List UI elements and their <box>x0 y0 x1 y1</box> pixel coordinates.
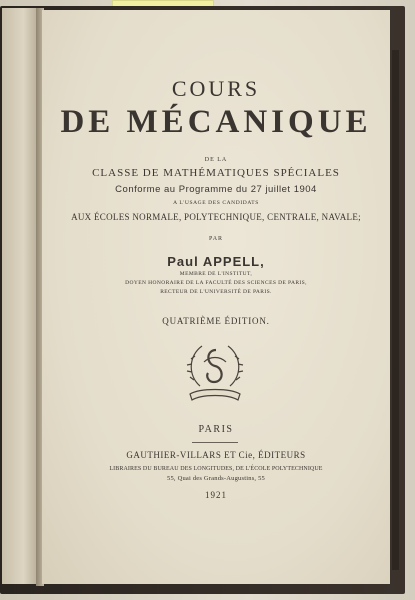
author-credential-3: RECTEUR DE L'UNIVERSITÉ DE PARIS. <box>160 289 272 295</box>
author-credential-2: DOYEN HONORAIRE DE LA FACULTÉ DES SCIENCES DE PARIS, <box>125 280 307 286</box>
subtitle-de-la: DE LA <box>204 157 228 163</box>
subtitle-programme: Conforme au Programme du 27 juillet 1904 <box>115 184 317 195</box>
subtitle-usage: A L'USAGE DES CANDIDATS <box>173 200 259 206</box>
title-mecanique: DE MÉCANIQUE <box>60 104 372 140</box>
author-credential-1: MEMBRE DE L'INSTITUT, <box>179 271 253 277</box>
publisher-address: 55, Quai des Grands-Augustins, 55 <box>167 475 265 482</box>
publisher-emblem-icon <box>180 336 250 408</box>
subtitle-classe: CLASSE DE MATHÉMATIQUES SPÉCIALES <box>92 167 340 179</box>
title-cours: COURS <box>171 76 261 101</box>
title-page <box>42 10 390 584</box>
publisher-description: LIBRAIRES DU BUREAU DES LONGITUDES, DE L'ÉCOLE POLYTECHNIQUE <box>109 466 323 472</box>
subtitle-ecoles: AUX ÉCOLES NORMALE, POLYTECHNIQUE, CENTRALE, NAVALE; <box>71 212 361 222</box>
publication-city: PARIS <box>198 424 234 435</box>
edition-label: QUATRIÈME ÉDITION. <box>162 316 270 326</box>
by-line: PAR <box>208 236 224 242</box>
left-page-edge <box>2 8 38 584</box>
cover-edge <box>392 50 399 570</box>
divider <box>192 442 238 443</box>
publisher-name: GAUTHIER-VILLARS ET Cie, ÉDITEURS <box>126 450 306 460</box>
publication-year: 1921 <box>205 490 227 500</box>
author-name: Paul APPELL, <box>167 254 265 269</box>
